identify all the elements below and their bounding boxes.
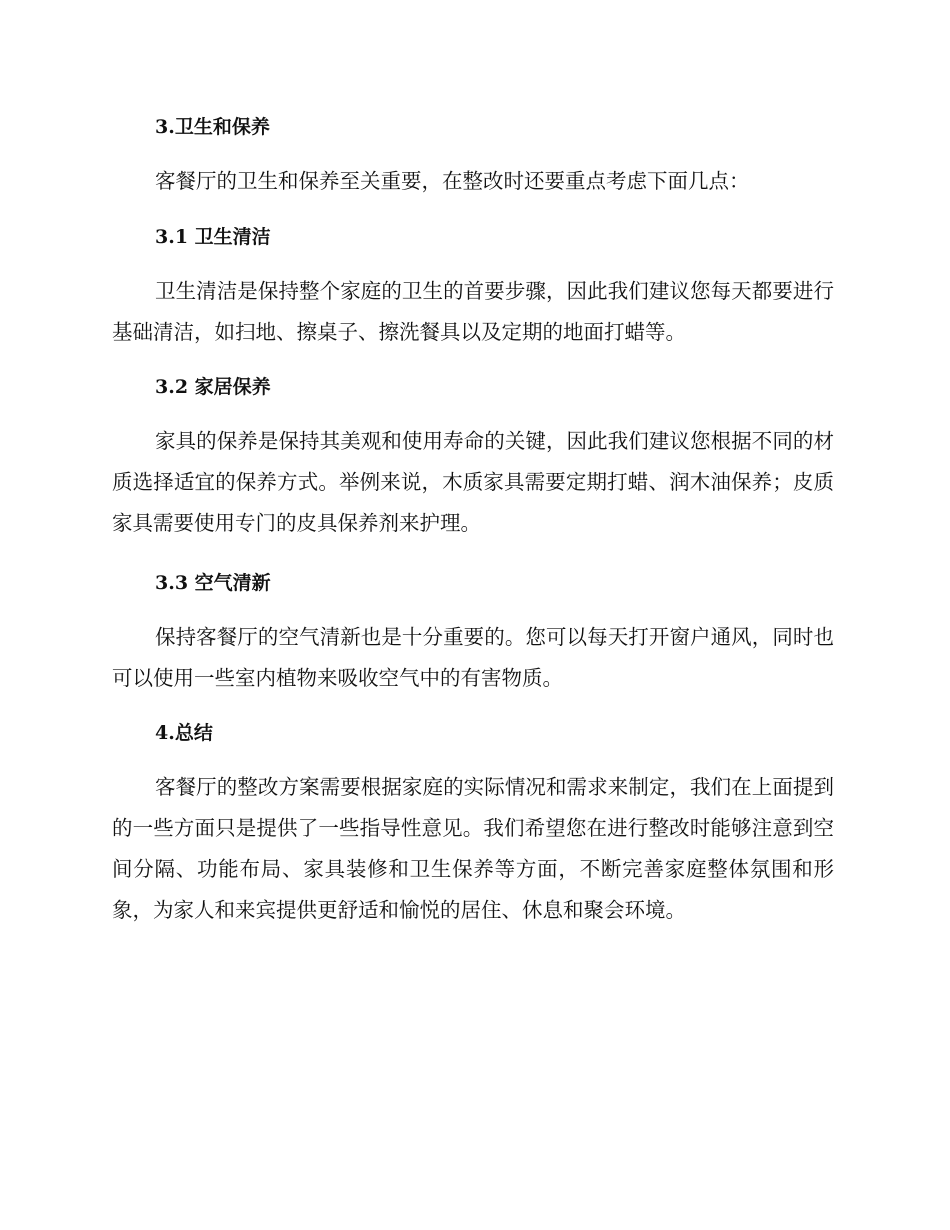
section-paragraph-fresh-air: 保持客餐厅的空气清新也是十分重要的。您可以每天打开窗户通风，同时也可以使用一些室内植物来吸收空气中的有害物质。 [112,625,834,690]
section-paragraph-cleaning: 卫生清洁是保持整个家庭的卫生的首要步骤，因此我们建议您每天都要进行基础清洁，如扫地、擦桌子、擦洗餐具以及定期的地面打蜡等。 [112,279,834,344]
section-paragraph-hygiene-maintenance: 客餐厅的卫生和保养至关重要，在整改时还要重点考虑下面几点： [155,169,750,193]
section-heading-cleaning: 3.1 卫生清洁 [155,226,271,248]
section-heading-furniture-care: 3.2 家居保养 [155,376,271,398]
section-heading-fresh-air: 3.3 空气清新 [155,572,271,594]
section-heading-summary: 4.总结 [155,722,213,744]
section-paragraph-summary: 客餐厅的整改方案需要根据家庭的实际情况和需求来制定，我们在上面提到的一些方面只是提供了一些指导性意见。我们希望您在进行整改时能够注意到空间分隔、功能布局、家具装修和卫生保养等方面，不断完善家庭整体氛围和形象，为家人和来宾提供更舒适和愉悦的居住、休息和聚会环境。 [112,775,834,922]
section-heading-hygiene-maintenance: 3.卫生和保养 [155,116,270,138]
section-paragraph-furniture-care: 家具的保养是保持其美观和使用寿命的关键，因此我们建议您根据不同的材质选择适宜的保养方式。举例来说，木质家具需要定期打蜡、润木油保养；皮质家具需要使用专门的皮具保养剂来护理。 [112,429,834,535]
